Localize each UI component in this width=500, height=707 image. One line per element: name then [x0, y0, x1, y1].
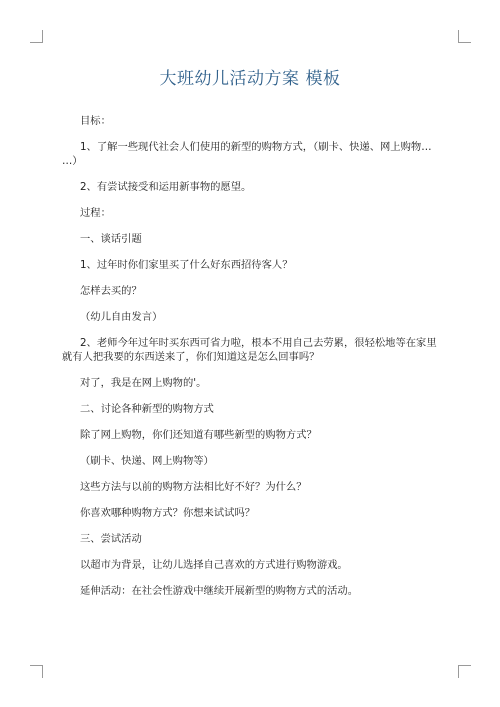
- paragraph-line: 就有人把我要的东西送来了，你们知道这是怎么回事吗？: [62, 351, 320, 363]
- paragraph: 2、有尝试接受和运用新事物的愿望。: [80, 181, 252, 193]
- paragraph: （幼儿自由发言）: [80, 311, 163, 323]
- paragraph: [62, 336, 442, 364]
- paragraph: 目标：: [80, 115, 111, 127]
- document-title: 大班幼儿活动方案 模板: [159, 69, 341, 89]
- crop-mark-top-left: [30, 30, 43, 43]
- paragraph: 怎样去买的？: [80, 285, 142, 297]
- paragraph-line: 1、了解一些现代社会人们使用的新型的购物方式，（刷卡、快递、网上购物…: [80, 141, 432, 153]
- crop-mark-bottom-left: [30, 665, 43, 678]
- crop-mark-top-right: [458, 30, 471, 43]
- paragraph: 一、谈话引题: [80, 233, 142, 245]
- paragraph: 你喜欢哪种购物方式？你想来试试吗？: [80, 507, 256, 519]
- paragraph: （刷卡、快递、网上购物等）: [80, 455, 214, 467]
- paragraph: 延伸活动：在社会性游戏中继续开展新型的购物方式的活动。: [80, 585, 359, 597]
- paragraph: 二、讨论各种新型的购物方式: [80, 403, 214, 415]
- paragraph: 这些方法与以前的购物方法相比好不好？为什么？: [80, 481, 307, 493]
- paragraph: 对了，我是在网上购物的'。: [80, 377, 207, 389]
- paragraph: 以超市为背景，让幼儿选择自己喜欢的方式进行购物游戏。: [80, 559, 348, 571]
- document-body: [62, 114, 442, 610]
- paragraph: 除了网上购物，你们还知道有哪些新型的购物方式？: [80, 429, 317, 441]
- paragraph: 三、尝试活动: [80, 533, 142, 545]
- paragraph-line: 2、老师今年过年时买东西可省力啦，根本不用自己去劳累，很轻松地等在家里: [80, 337, 437, 349]
- paragraph: 过程：: [80, 207, 111, 219]
- paragraph-line: …）: [62, 155, 83, 167]
- paragraph: [62, 140, 442, 168]
- crop-mark-bottom-right: [458, 665, 471, 678]
- paragraph: 1、过年时你们家里买了什么好东西招待客人？: [80, 259, 293, 271]
